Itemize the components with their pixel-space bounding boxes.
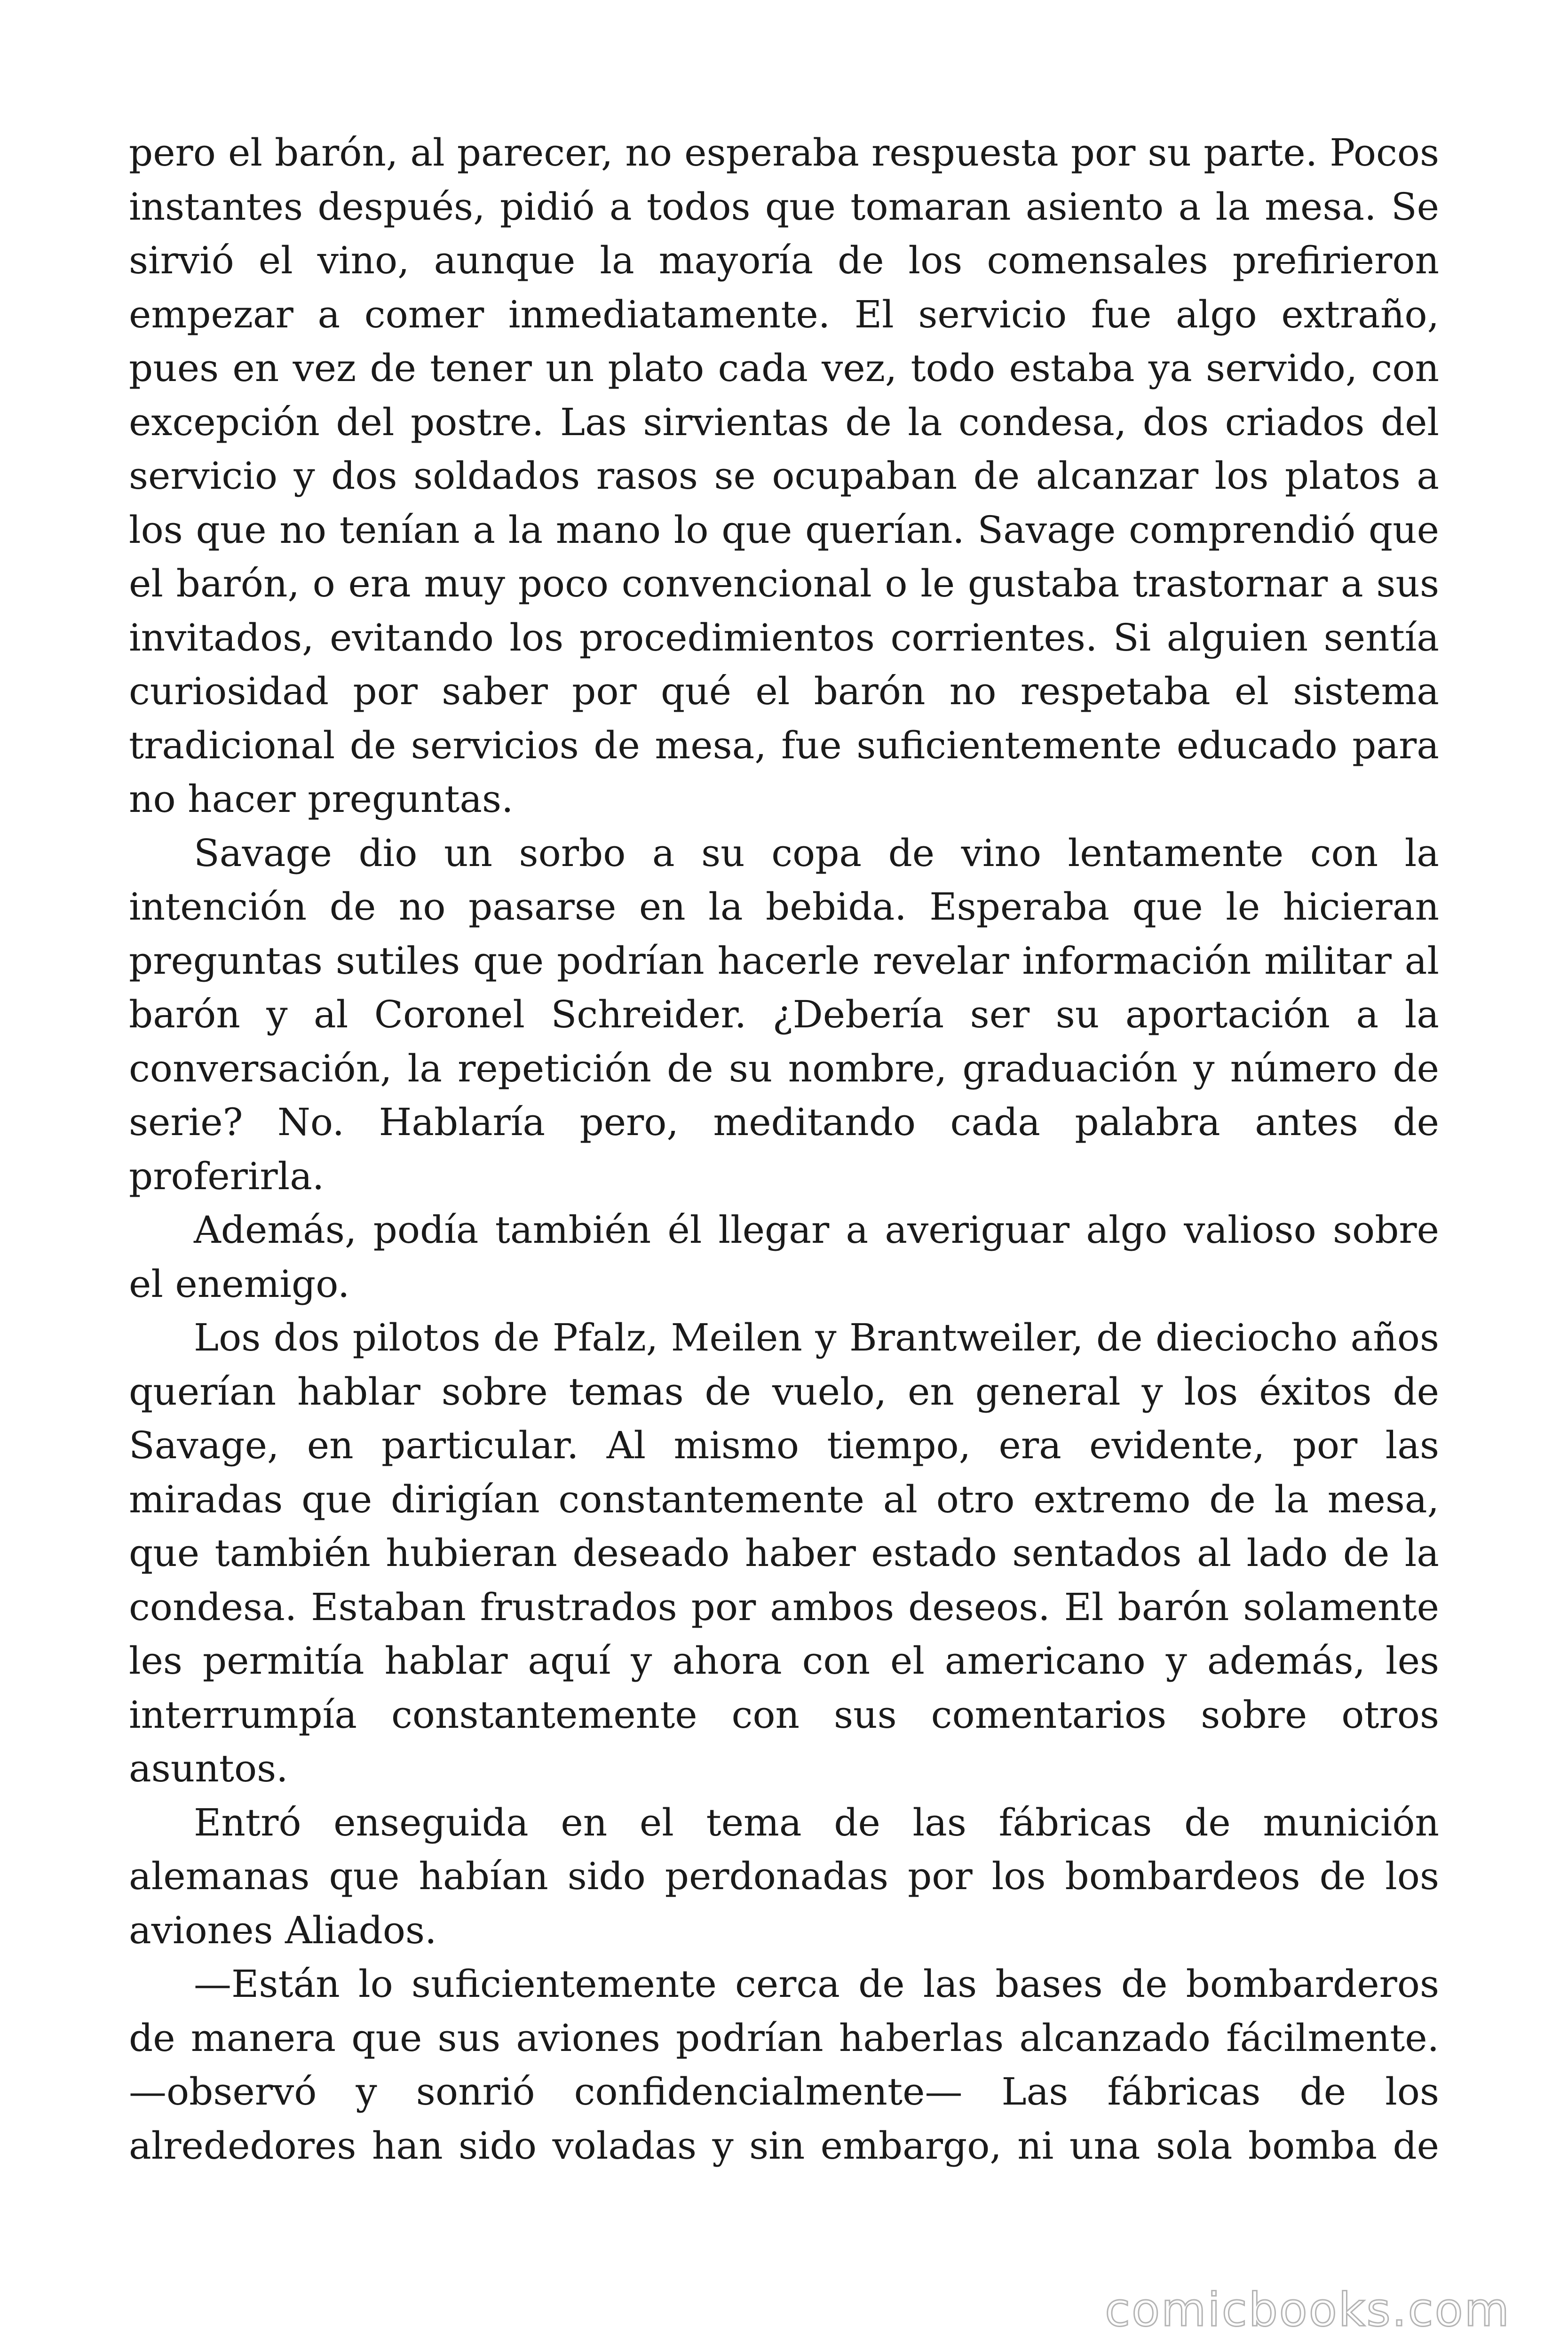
paragraph-6: —Están lo suficientemente cerca de las bases de bombarderos de manera que sus aviones podrían haberlas alcanzado fácilmente. —observó y sonrió confidencialmente— Las fábricas de los alrededores han sido voladas y sin embargo, ni una sola bomba de <box>129 1962 1439 2168</box>
paragraph-3: Además, podía también él llegar a averiguar algo valioso sobre el enemigo. <box>129 1208 1439 1306</box>
paragraph-5: Entró enseguida en el tema de las fábricas de munición alemanas que habían sido perdonadas por los bombardeos de los aviones Aliados. <box>129 1800 1439 1952</box>
paragraph-4: Los dos pilotos de Pfalz, Meilen y Brantweiler, de dieciocho años querían hablar sobre temas de vuelo, en general y los éxitos de Savage, en particular. Al mismo tiempo, era evidente, por las miradas que dirigían constantemente al otro extremo de la mesa, que también hubieran deseado haber estado sentados al lado de la condesa. Estaban frustrados por ambos deseos. El barón solamente les permitía hablar aquí y ahora con el americano y además, les interrumpía constantemente con sus comentarios sobre otros asuntos. <box>129 1316 1439 1790</box>
paragraph-2: Savage dio un sorbo a su copa de vino lentamente con la intención de no pasarse en la bebida. Esperaba que le hicieran preguntas sutiles que podrían hacerle revelar información militar al barón y al Coronel Schreider. ¿Debería ser su aportación a la conversación, la repetición de su nombre, graduación y número de serie? No. Hablaría pero, meditando cada palabra antes de proferirla. <box>129 831 1439 1198</box>
paragraph-1: pero el barón, al parecer, no esperaba respuesta por su parte. Pocos instantes después, pidió a todos que tomaran asiento a la mesa. Se sirvió el vino, aunque la mayoría de los comensales prefirieron empezar a comer inmediatamente. El servicio fue algo extraño, pues en vez de tener un plato cada vez, todo estaba ya servido, con excepción del postre. Las sirvientas de la condesa, dos criados del servicio y dos soldados rasos se ocupaban de alcanzar los platos a los que no tenían a la mano lo que querían. Savage comprendió que el barón, o era muy poco convencional o le gustaba trastornar a sus invitados, evitando los procedimientos corrientes. Si alguien sentía curiosidad por saber por qué el barón no respetaba el sistema tradicional de servicios de mesa, fue suficientemente educado para no hacer preguntas. <box>129 131 1439 821</box>
watermark: comicbooks.com <box>1105 2283 1511 2337</box>
body-text <box>129 126 1439 2173</box>
